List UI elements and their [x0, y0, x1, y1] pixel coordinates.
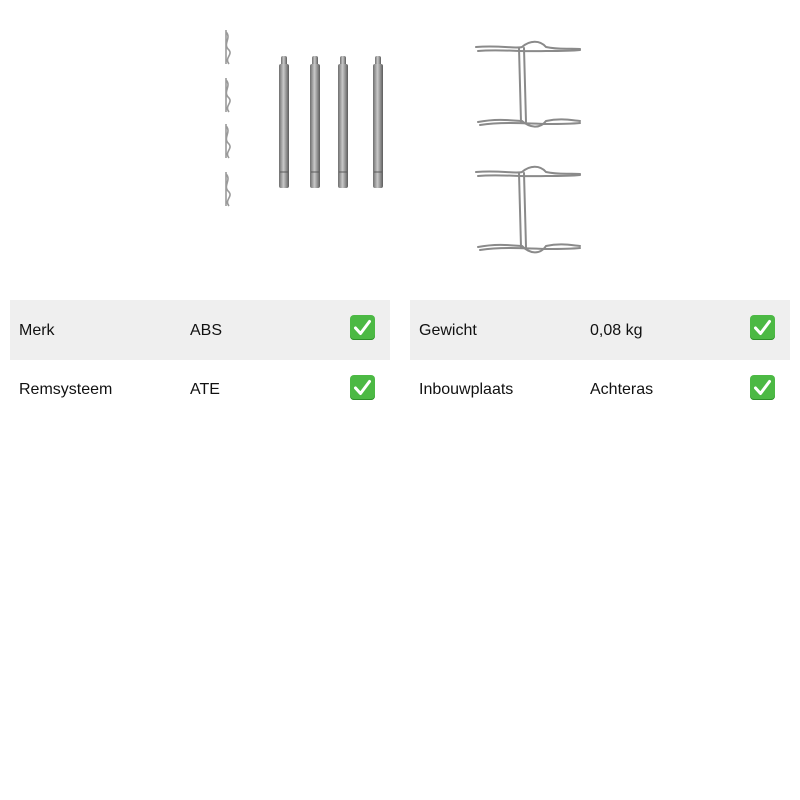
check-mark-icon [350, 375, 375, 400]
r-clip [226, 172, 230, 206]
spec-value: Achteras [590, 381, 654, 398]
wire-spring-group [476, 42, 580, 253]
product-image [0, 0, 800, 290]
guide-pin-group [279, 56, 383, 188]
spec-row-mounting-position [410, 360, 790, 420]
spec-row-weight [410, 300, 790, 360]
spec-value: ABS [190, 322, 223, 339]
wire-spring [476, 167, 580, 253]
r-clip [226, 78, 230, 112]
spec-table-left [10, 300, 390, 420]
check-mark-icon [750, 375, 775, 400]
r-clip [226, 30, 230, 64]
check-mark-icon [750, 315, 775, 340]
wire-spring [476, 42, 580, 127]
spec-label: Gewicht [419, 322, 477, 339]
r-clip [226, 124, 230, 158]
spec-label: Inbouwplaats [419, 381, 514, 398]
check-mark-icon [350, 315, 375, 340]
guide-pin [310, 56, 320, 188]
spec-row-brake-system [10, 360, 390, 420]
guide-pin [279, 56, 289, 188]
spec-value: 0,08 kg [590, 322, 643, 339]
spec-label: Merk [19, 322, 55, 339]
spec-label: Remsysteem [19, 381, 113, 398]
spec-table-right [410, 300, 790, 420]
spec-row-brand [10, 300, 390, 360]
r-clip-group [226, 30, 230, 206]
guide-pin [338, 56, 348, 188]
spec-value: ATE [190, 381, 220, 398]
guide-pin [373, 56, 383, 188]
